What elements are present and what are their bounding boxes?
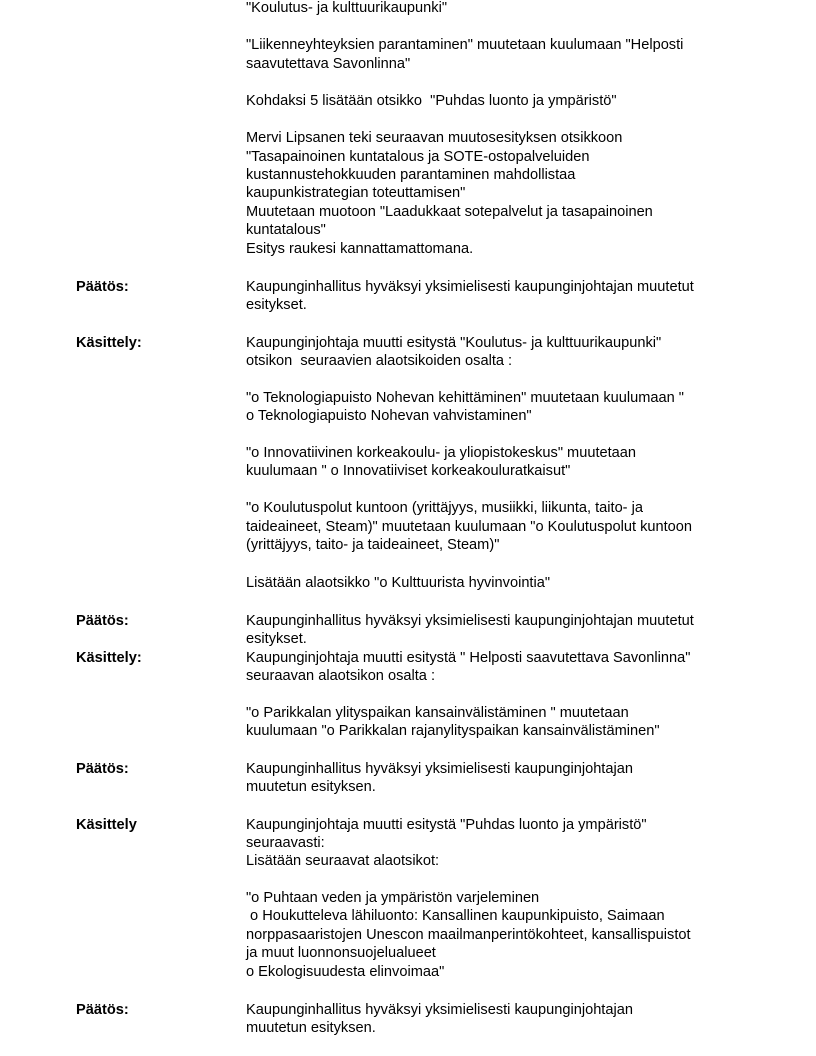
body-text-line: Kaupunginhallitus hyväksyi yksimielisesti kaupunginjohtajan	[246, 1002, 633, 1018]
body-text-line: ja muut luonnonsuojelualueet	[246, 945, 436, 961]
body-text-line: esitykset.	[246, 631, 307, 647]
section-label-paatos: Päätös:	[76, 279, 129, 295]
body-text-line: "o Parikkalan ylityspaikan kansainvälistäminen " muutetaan	[246, 705, 629, 721]
body-text-line: o Ekologisuudesta elinvoimaa"	[246, 964, 445, 980]
section-label-paatos: Päätös:	[76, 613, 129, 629]
body-text-line: Muutetaan muotoon "Laadukkaat sotepalvelut ja tasapainoinen	[246, 204, 653, 220]
section-label-kasittely: Käsittely	[76, 817, 137, 833]
body-text-line: norppasaaristojen Unescon maailmanperintökohteet, kansallispuistot	[246, 927, 691, 943]
section-label-kasittely: Käsittely:	[76, 650, 142, 666]
body-text-line: Lisätään alaotsikko "o Kulttuurista hyvinvointia"	[246, 575, 551, 591]
body-text-line: esitykset.	[246, 297, 307, 313]
body-text-line: Kaupunginjohtaja muutti esitystä "Koulutus- ja kulttuurikaupunki"	[246, 335, 662, 351]
body-text-line: Kaupunginhallitus hyväksyi yksimielisesti kaupunginjohtajan muutetut	[246, 279, 694, 295]
body-text-line: saavutettava Savonlinna"	[246, 56, 411, 72]
body-text-line: seuraavasti:	[246, 835, 325, 851]
body-text-line: muutetun esityksen.	[246, 779, 376, 795]
body-text-line: Esitys raukesi kannattamattomana.	[246, 241, 474, 257]
body-text-line: kuntatalous"	[246, 222, 326, 238]
body-text-line: kustannustehokkuuden parantaminen mahdollistaa	[246, 167, 576, 183]
body-text-line: otsikon seuraavien alaotsikoiden osalta :	[246, 353, 513, 369]
section-label-kasittely: Käsittely:	[76, 335, 142, 351]
body-text-line: taideaineet, Steam)" muutetaan kuulumaan "o Koulutuspolut kuntoon	[246, 519, 693, 535]
body-text-line: kuulumaan " o Innovatiiviset korkeakouluratkaisut"	[246, 463, 571, 479]
body-text-line: Kaupunginjohtaja muutti esitystä " Helposti saavutettava Savonlinna"	[246, 650, 691, 666]
body-text-line: Kaupunginhallitus hyväksyi yksimielisesti kaupunginjohtajan muutetut	[246, 613, 694, 629]
section-label-paatos: Päätös:	[76, 1002, 129, 1018]
body-text-line: "Tasapainoinen kuntatalous ja SOTE-ostopalveluiden	[246, 149, 590, 165]
body-text-line: "o Puhtaan veden ja ympäristön varjeleminen	[246, 890, 540, 906]
body-text-line: kaupunkistrategian toteuttamisen"	[246, 185, 466, 201]
body-text-line: "o Innovatiivinen korkeakoulu- ja yliopistokeskus" muutetaan	[246, 445, 637, 461]
body-text-line: Kaupunginjohtaja muutti esitystä "Puhdas luonto ja ympäristö"	[246, 817, 647, 833]
body-text-line: Kohdaksi 5 lisätään otsikko "Puhdas luonto ja ympäristö"	[246, 93, 617, 109]
section-label-paatos: Päätös:	[76, 761, 129, 777]
body-text-line: o Teknologiapuisto Nohevan vahvistaminen"	[246, 408, 532, 424]
body-text-line: "o Koulutuspolut kuntoon (yrittäjyys, musiikki, liikunta, taito- ja	[246, 500, 643, 516]
body-text-line: "Koulutus- ja kulttuurikaupunki"	[246, 0, 447, 16]
body-text-line: "Liikenneyhteyksien parantaminen" muutetaan kuulumaan "Helposti	[246, 37, 684, 53]
body-text-line: kuulumaan "o Parikkalan rajanylityspaikan kansainvälistäminen"	[246, 723, 660, 739]
body-text-line: seuraavan alaotsikon osalta :	[246, 668, 436, 684]
body-text-line: muutetun esityksen.	[246, 1020, 376, 1036]
body-text-line: Lisätään seuraavat alaotsikot:	[246, 853, 440, 869]
body-text-line: "o Teknologiapuisto Nohevan kehittäminen" muutetaan kuulumaan "	[246, 390, 684, 406]
body-text-line: Mervi Lipsanen teki seuraavan muutosesityksen otsikkoon	[246, 130, 623, 146]
body-text-line: (yrittäjyys, taito- ja taideaineet, Steam)"	[246, 537, 500, 553]
body-text-line: Kaupunginhallitus hyväksyi yksimielisesti kaupunginjohtajan	[246, 761, 633, 777]
body-text-line: o Houkutteleva lähiluonto: Kansallinen kaupunkipuisto, Saimaan	[246, 908, 665, 924]
